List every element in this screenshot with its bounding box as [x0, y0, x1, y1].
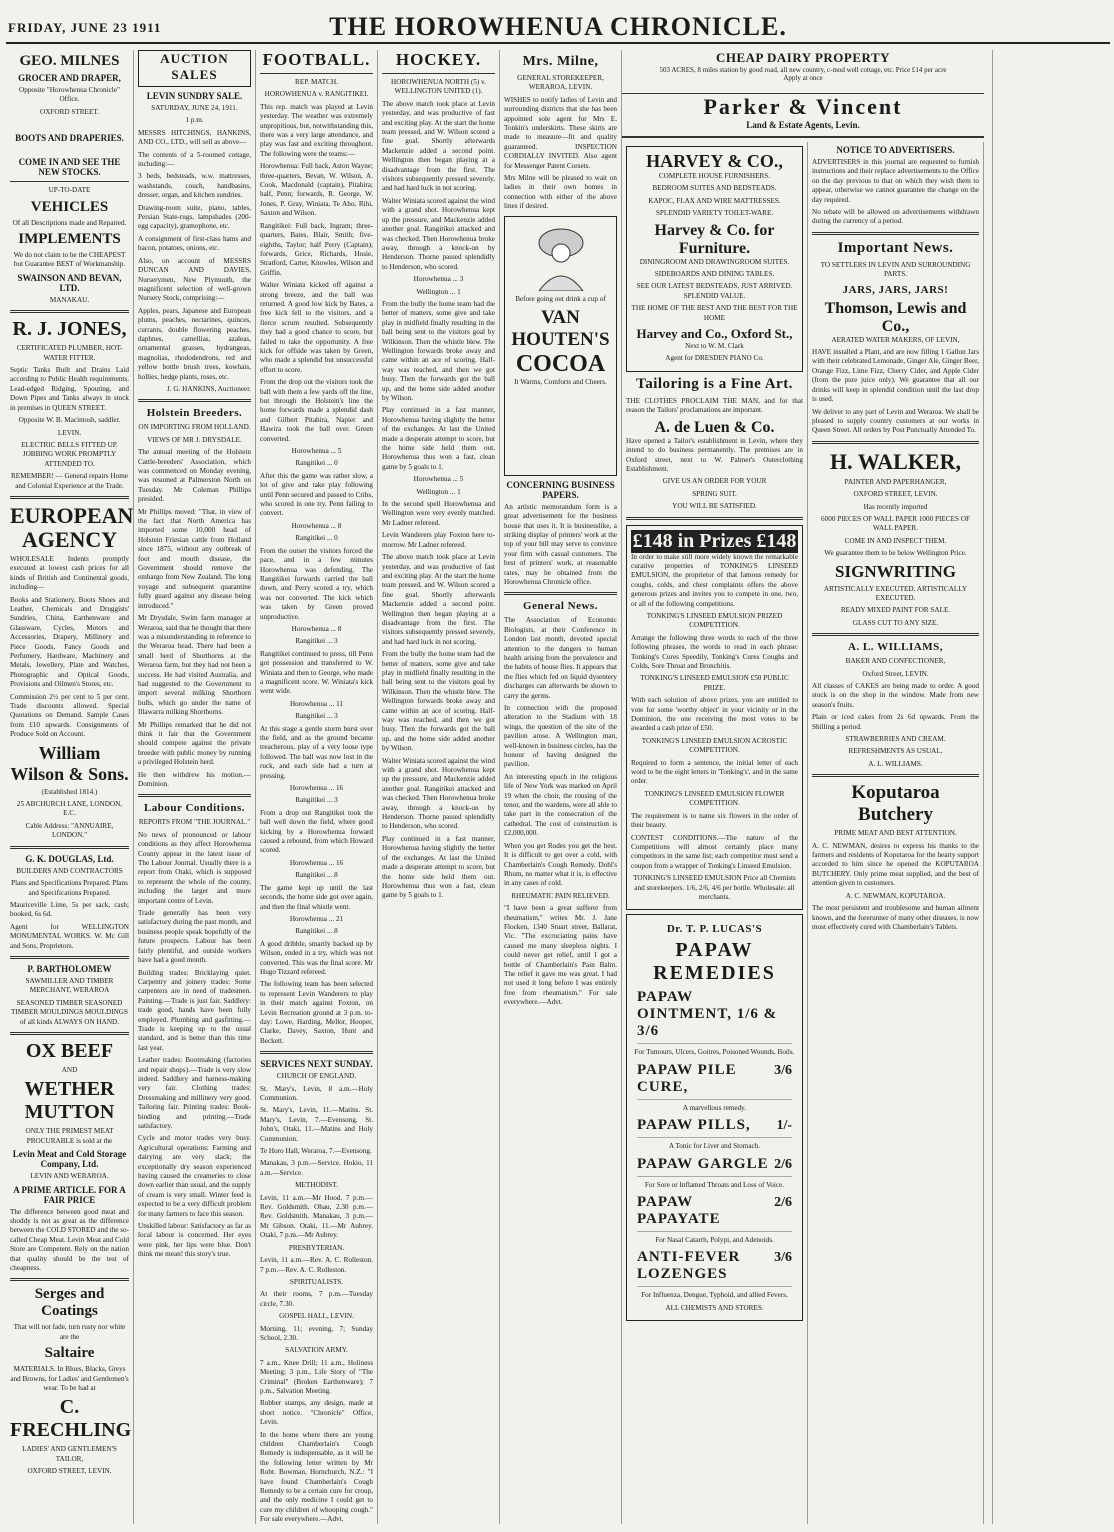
- football-paragraph: From the drop out the visitors took the ball with them a few yards off the line, but through the Holstein's line the home forwards made a splendid dash and Gilbert Pitahira, Napier and Hawira took the ball over. Green converted.: [260, 378, 373, 443]
- cocoa-word: COCOA: [515, 351, 606, 378]
- parker-vincent-sub: Land & Estate Agents, Levin.: [746, 120, 860, 130]
- hockey-paragraph: Walter Winiata scored against the wind with a grand shot. Horowhenua kept up the pressure, and Mackenzie added another goal. Rangitikei attacked and was checked. Then Horowhenua broke away, through a knock-on by Henderson. Thorne passed splendidly to Henderson, who scored.: [382, 196, 495, 271]
- general-news-paragraph: An interesting epoch in the religious life of New York was marked on April 19 when the choir, the rousing of the tenor, and the wardens, were all able to take part in the consecration of the cathedral. The cost of construction is £2,000,000.: [504, 772, 617, 838]
- service-line: St. Mary's, Levin, 8 a.m.—Holy Communion.: [260, 1084, 373, 1102]
- european-agency-heading: EUROPEAN AGENCY: [10, 502, 134, 552]
- score-line: Wellington ... 1: [416, 487, 461, 496]
- holstein-sub: ON IMPORTING FROM HOLLAND.: [138, 423, 251, 432]
- sale-paragraph: Drawing-room suite, piano, tables, Persian State-rugs, lampshades (200-egg capacity), gramophone, etc.: [138, 203, 251, 231]
- implements-heading: IMPLEMENTS: [18, 231, 121, 248]
- papaw-advert: [626, 914, 803, 1321]
- frechling-address: OXFORD STREET, LEVIN.: [27, 1467, 112, 1476]
- column-5: [500, 50, 622, 1524]
- prizes-heading: £148 in Prizes £148: [632, 529, 797, 552]
- papaw-doctor: Dr. T. P. LUCAS'S: [666, 923, 763, 936]
- prizes-comp-text: Required to form a sentence, the initial letter of each word to be the eight letters in 'Tonking's', and in the same order.: [631, 758, 798, 786]
- score-line: Horowhenua ... 8: [291, 521, 342, 530]
- vehicles-heading: VEHICLES: [30, 198, 109, 215]
- cocoa-tagline: Before going out drink a cup of: [515, 294, 606, 303]
- score-line: Rangitikei ... 3: [295, 637, 338, 646]
- walker-line: COME IN AND INSPECT THEM.: [844, 536, 947, 545]
- walker-line: 6000 PIECES OF WALL PAPER 1000 PIECES OF WALL PAPER.: [821, 514, 970, 533]
- vehicles-sub: Of all Descriptions made and Repaired.: [12, 218, 127, 227]
- harvey-line: KAPOC, FLAX AND WIRE MATTRESSES.: [648, 196, 781, 205]
- prizes-comp-text: With each solution of above prizes, you are entitled to vote for some 'worthy object' in your vicinity or in the Dominion, the one receiving the most votes to be awarded a cash prize of £50.: [631, 696, 798, 733]
- holstein-paragraph: Mr Phillips moved: "That, in view of the fact that North America has imported some 10,000 head of Holstein Friesian cattle from Holland since 1875, without any outbreak of foot and mouth disease, the Government should remove the embargo from New Zealand. The long voyage and subsequent quarantine fully guard against any disease being introduced.": [138, 507, 251, 610]
- tailoring-text: THE CLOTHES PROCLAIM THE MAN, and for that reason the Tailors' proclamations are important.: [626, 396, 803, 415]
- levin-meat-name: Levin Meat and Cold Storage Company, Ltd.: [12, 1149, 127, 1170]
- papaw-item-desc: For Tumours, Ulcers, Goitres, Poisoned Wounds, Boils.: [634, 1048, 795, 1057]
- column-1: [6, 50, 134, 1524]
- lady-illustration-icon: [511, 221, 611, 291]
- football-paragraph: The game kept up until the last seconds, the home side got over again, and then the final whistle went.: [260, 883, 373, 911]
- score-line: Rangitikei ... 0: [295, 459, 338, 468]
- implements-text: We do not claim to be the CHEAPEST but Guarantee BEST of Workmanship.: [13, 251, 126, 269]
- newspaper-page: [6, 4, 1110, 1528]
- thomson-lewis-name: Thomson, Lewis and Co.,: [824, 299, 967, 335]
- williams-line: REFRESHMENTS AS USUAL.: [848, 747, 943, 756]
- harvey-big: Harvey & Co. for Furniture.: [654, 221, 775, 257]
- score-line: Rangitikei ... 3: [295, 712, 338, 721]
- wether-mutton-heading: WETHER MUTTON: [24, 1078, 115, 1124]
- harvey-line: BEDROOM SUITES AND BEDSTEADS.: [652, 184, 777, 193]
- prizes-comp: TONKING'S LINSEED EMULSION ACROSTIC COMPETITION.: [641, 736, 788, 755]
- hockey-paragraph: In the second spell Horowhenua and Wellington were very evenly matched. Mr Ladner refereed.: [382, 500, 495, 527]
- score-line: Wellington ... 1: [416, 287, 461, 296]
- football-paragraph: The following team has been selected to represent Levin Wanderers to play in their match against Foxton, on Levin Recreation ground at 3 p.m. to-day: Lowe, Harding, Mellor, Hooper, Clarke, Davey, Saxton, Hunt and Beckett.: [260, 980, 373, 1045]
- football-paragraph: This rep. match was played at Levin yesterday. The weather was extremely unpropitious, but, notwithstanding this, there was a very large attendance, and play was fast and exciting throughout. The following were the teams:—: [260, 102, 374, 158]
- frechling-name: C. FRECHLING: [10, 1396, 132, 1442]
- sale-signature: J. G. HANKINS, Auctioneer.: [166, 384, 251, 393]
- general-news-paragraph: The Association of Economic Biologists, at their Conference in London last month, devoted special attention to the dangers to human health arising from the prevalence and the habits of house flies. It appears that the flies which fed on liquid dysentery discharges can afterwards be shown to carry the germs.: [504, 616, 617, 700]
- score-line: Horowhenua ... 21: [289, 914, 344, 923]
- gospel-heading: GOSPEL HALL, LEVIN.: [279, 1312, 354, 1321]
- labour-paragraph: Building trades: Bricklaying quiet. Carpentry and joinery trades: Some carpenters are in need of tradesmen. Painting.—Trade is just fair. Saddlery: trade good, hands have been fully employed. Plumbing and gasfitting.—Trade is keeping up to the usual standard, and is better than this time last year.: [138, 968, 251, 1052]
- service-line: Levin, 11 a.m.—Rev. A. C. Rolleston. 7 p.m.—Rev. A. C. Rolleston.: [260, 1256, 373, 1274]
- koputaroa-sign: A. C. NEWMAN, KOPUTAROA.: [845, 891, 946, 900]
- milnes-trade: GROCER AND DRAPER,: [18, 73, 121, 83]
- important-news-heading: Important News.: [837, 239, 954, 256]
- tailoring-give: GIVE US AN ORDER FOR YOUR: [662, 477, 767, 486]
- ox-beef-heading: OX BEEF: [25, 1039, 114, 1062]
- score-line: Horowhenua ... 16: [289, 784, 344, 793]
- milne-sub: GENERAL STOREKEEPER, WERAROA, LEVIN.: [517, 74, 604, 92]
- walker-line: Has recently imported: [863, 502, 928, 511]
- general-news-paragraph: In connection with the proposed alteration to the Stadium with 18 wings, the question of the site of the pavilion arose. A Wellington man, well-known in business circles, has the honour of having designed the pavilion.: [504, 704, 617, 769]
- harvey-name-2: Harvey and Co., Oxford St.,: [636, 326, 793, 342]
- football-paragraph: At this stage a gentle storm burst over the field, and as the ground became treacherous, play of a very loose type followed. The ball was now lost in the ruck, and each side had a turn at pressing.: [260, 724, 373, 780]
- saltaire-text: MATERIALS. In Blues, Blacks, Greys and Browns, for Ladies' and Gentlemen's wear. To be had at: [10, 1365, 129, 1393]
- chamberlain-ad: In the home where there are young children Chamberlain's Cough Remedy is indispensable, as it will be the following letter written by Mr Robt. Bowman, Hornchurch, N.Z.: "I have found Chamberlain's Cough Remedy to be a certain cure for croup, and the only medicine I could get to cure my children of whooping cough." For sale everywhere.—Advt.: [260, 1430, 373, 1524]
- hockey-paragraph: The above match took place at Levin yesterday, and was productive of fast and exciting play. At the start the home team pressed, and W. Wilson scored a fine goal. Shortly afterwards Mackenzie added a second point. Wellington then began playing at a disadvantage from the first. The visitors subsequently pressed severely, and had hard luck in not scoring.: [382, 99, 495, 193]
- sale-date: SATURDAY, JUNE 24, 1911.: [151, 104, 238, 112]
- milnes-street: OXFORD STREET.: [40, 107, 99, 116]
- sale-paragraph: Apples, pears, Japanese and European plums, peaches, nectarines, quinces, currants, double flowering peaches, daphnes, camellias, azaleas, ornamental grasses, hydrangeas, magnolias, rhododendrons, red and yellow bottle brush trees, kowhais, hollies, hedge plants, roses, etc.: [138, 306, 251, 381]
- score-line: Rangitikei ... 8: [295, 927, 338, 936]
- jones-address: Opposite W. B. Macintosh, saddler.: [18, 416, 121, 425]
- labour-paragraph: Unskilled labour: Satisfactory as far as local labour is concerned. Her eyes were pink, her lips were blue. Don't think me mean! this story's true.: [138, 1222, 251, 1259]
- tailoring-heading: Tailoring is a Fine Art.: [636, 375, 793, 392]
- walker-address: OXFORD STREET, LEVIN.: [853, 490, 938, 499]
- harvey-line: THE HOME OF THE BEST AND THE BEST FOR THE HOME: [631, 304, 798, 322]
- business-papers-text: An artistic memorandum form is a great advertisement for the business house that uses it. It is businesslike, a striking display of printers' work at the top of your bill may serve to convince your firm with casual customers. The best of printers' work, at reasonable rates, may be obtained from the Horowhenua Chronicle office.: [504, 502, 617, 586]
- prizes-footer: TONKING'S LINSEED EMULSION Price all Chemists and storekeepers. 1/6, 2/6, 4/6 per bottle. Wholesale: all merchants.: [633, 874, 796, 901]
- important-news-sub: TO SETTLERS IN LEVIN AND SURROUNDING PARTS.: [820, 260, 971, 279]
- business-papers-heading: CONCERNING BUSINESS PAPERS.: [506, 479, 615, 500]
- thomson-lewis-sub: AERATED WATER MAKERS, OF LEVIN,: [831, 335, 960, 344]
- walker-line: We guarantee them to be below Wellington Price.: [824, 549, 967, 558]
- column-4: [378, 50, 500, 1524]
- harvey-agent: Agent for DRESDEN PIANO Co.: [665, 354, 764, 363]
- prizes-comp-text: The requirement is to name six flowers in the order of their beauty.: [631, 811, 798, 830]
- column-7: [808, 142, 984, 1524]
- parker-vincent-name: Parker & Vincent: [703, 94, 903, 119]
- tailoring-spring: SPRING SUIT.: [692, 489, 737, 498]
- sale-paragraph: Also, on account of MESSRS DUNCAN AND DAVIES, Nurserymen, New Plymouth, the magnificent selection of well-grown Nursery Stock, comprising:—: [138, 256, 251, 303]
- papaw-item: PAPAW PILLS, 1/-: [637, 1117, 792, 1138]
- tailor-name: A. de Luen & Co.: [654, 418, 775, 436]
- european-agency-list: Books and Stationery, Boots Shoes and Leather, Chemicals and Druggists' Sundries, China, Earthenware and Glassware, Cycles, Motors and Accessories, Drapery, Millinery and Piece Goods, Fancy Goods and Perfumery, Hardware, Machinery and Metals, Jewellery, Plate and Watches, Photographic and Optical Goods, Provisions and Oilmen's Stores, etc.: [10, 595, 129, 689]
- walker-line: GLASS CUT TO ANY SIZE.: [852, 618, 939, 627]
- notice-heading: NOTICE TO ADVERTISERS.: [836, 145, 955, 155]
- papaw-item: PAPAW PILE CURE, 3/6: [637, 1062, 792, 1100]
- rep-match: REP. MATCH.: [295, 78, 338, 86]
- rubber-stamps-note: Rubber stamps, any design, made at short notice. "Chronicle" Office, Levin.: [260, 1399, 373, 1427]
- general-news-heading: General News.: [523, 600, 598, 613]
- hockey-paragraph: Walter Winiata scored against the wind with a grand shot. Horowhenua kept up the pressure, and Mackenzie added another goal. Rangitikei attacked and was checked. Then Horowhenua broke away, through a knock-on by Henderson. Thorne passed splendidly to Henderson, who scored.: [382, 756, 495, 831]
- sale-time: 1 p.m.: [185, 116, 204, 125]
- hockey-title: HOROWHENUA NORTH (5) v. WELLINGTON UNITED (1).: [391, 78, 486, 96]
- papaw-item-desc: For Influenza, Dengue, Typhoid, and allied Fevers.: [641, 1291, 788, 1300]
- sale-intro: MESSRS HITCHINGS, HANKINS, AND CO., LTD., will sell as above—: [138, 128, 251, 147]
- swainson-name: SWAINSON AND BEVAN, LTD.: [17, 272, 122, 293]
- church-heading: CHURCH OF ENGLAND.: [276, 1072, 357, 1081]
- score-line: Rangitikei ... 8: [295, 871, 338, 880]
- service-line: Morning, 11; evening, 7; Sunday School, 2.30.: [260, 1324, 373, 1342]
- masthead: [6, 4, 1110, 44]
- score-line: Horowhenua ... 5: [413, 475, 464, 484]
- papaw-item: PAPAW PAPAYATE 2/6: [637, 1194, 792, 1232]
- milne-paragraph: Mrs Milne will be pleased to wait on ladies in their own homes in connection with either of the above lines if desired.: [504, 174, 617, 211]
- serges-heading: Serges and Coatings: [34, 1286, 105, 1320]
- football-paragraph: From a drop out Rangitikei took the ball well down the field, where good kicking by a Horowhenua forward caused a rebound, from which Howard scored.: [260, 808, 373, 855]
- come-heading: COME IN AND SEE THE NEW STOCKS.: [18, 157, 121, 178]
- hockey-paragraph: From the bully the home team had the better of matters, some give and take play in midfield finally resulting in the ball being sent to the visitors goal by Wilkinson. Then the whistle blew. The Wellington forwards broke away and came within an ace of scoring. Half-way was reached, and then we got busy. Then the forwards got the ball up, and the home side added another by Wilson.: [382, 299, 495, 402]
- rep-match-title: HOROWHENUA v. RANGITIKEI.: [264, 90, 369, 99]
- walker-sub: PAINTER AND PAPERHANGER,: [844, 477, 947, 486]
- jones-electric: ELECTRIC BELLS FITTED UP. JOBBING WORK PROMPTLY ATTENDED TO.: [21, 440, 118, 468]
- rheumatic-text: "I have been a great sufferer from rheumatism," writes Mr. J. Jane Flocken, 1340 Stuart street, Ballarat, Vic. "The excruciating pains have caused me many sleepless nights. I could never get relief, until I got a bottle of Chamberlain's Pain Balm. The relief it gave me was great. I had not used it long before I was entirely free from rheumatism." For sale everywhere.—Advt.: [504, 904, 617, 1007]
- holstein-paragraph: He then withdrew his motion.—Dominion.: [138, 770, 251, 788]
- wilson-name: William Wilson & Sons.: [10, 742, 129, 784]
- milnes-name: GEO. MILNES: [19, 53, 120, 69]
- dairy-apply: Apply at once: [783, 74, 823, 82]
- papaw-item-desc: For Sore or Inflamed Throats and Loss of Voice.: [644, 1180, 785, 1189]
- ox-text: ONLY THE PRIMEST MEAT PROCURABLE is sold at the: [25, 1127, 114, 1145]
- koputaroa-text: The most persistent and troublesome and human ailment known, and the forerunner of many other diseases, is now most effectively cured with Chamberlain's Tablets.: [812, 904, 979, 931]
- wilson-est: (Established 1814.): [41, 787, 98, 796]
- harvey-line: DININGROOM AND DRAWINGROOM SUITES.: [639, 257, 790, 266]
- service-line: 7 a.m., Knee Drill; 11 a.m., Holiness Meeting; 3 p.m., Life Story of "The Criminal" (Broken Earthenware); 7 p.m., Salvation Meeting.: [260, 1358, 373, 1395]
- papaw-item-desc: A marvellous remedy.: [682, 1103, 747, 1112]
- column-3: [256, 50, 378, 1524]
- football-paragraph: After this the game was rather slow, a lot of give and take play following until Penn secured and passed to Cribs, who scored in one try. Penn failing to convert.: [260, 471, 373, 518]
- papaw-item: ANTI-FEVER LOZENGES 3/6: [637, 1249, 792, 1287]
- frechling-sub: LADIES' AND GENTLEMEN'S TAILOR,: [22, 1445, 117, 1463]
- jars-heading: JARS, JARS, JARS!: [842, 283, 949, 296]
- walker-name: H. WALKER,: [829, 448, 961, 474]
- parker-vincent-advert: [622, 94, 984, 138]
- score-line: Horowhenua ... 5: [291, 447, 342, 456]
- koputaroa-text: A. C. NEWMAN, desires to express his thanks to the farmers and residents of Koputaroa for the hearty support accorded to him since he opened the KOPUTAROA BUTCHERY. Only prime meat supplied, and the best of attention given to customers.: [812, 841, 979, 888]
- labour-heading: Labour Conditions.: [143, 802, 246, 815]
- bartholomew-text: SEASONED TIMBER SEASONED TIMBER MOULDINGS MOULDINGS of all kinds ALWAYS ON HAND.: [11, 998, 128, 1026]
- williams-line: STRAWBERRIES AND CREAM.: [845, 735, 946, 744]
- thomson-lewis-text: HAVE installed a Plant, and are now filling 1 Gallon Jars with their celebrated Lemonade, Ginger Ale, Ginger Beer, Orange Fizz, Lime Fizz, Cherry Cider, and Apple Cider (from the pure juice only). We guarantee that all our drinks will keep in splendid condition until the last drop is used.: [812, 348, 979, 404]
- services-heading: SERVICES NEXT SUNDAY.: [260, 1059, 373, 1070]
- prime-text: The difference between good meat and shoddy is not as great as the difference between the COLD STORED and the so-called Cheap Meat. Levin Meat and Cold Store are Competent. Rely on the nation that quality should be the test of cheapness.: [10, 1207, 129, 1273]
- papaw-footer: ALL CHEMISTS AND STORES.: [665, 1303, 764, 1312]
- koputaroa-heading: Koputaroa Butchery: [851, 782, 940, 826]
- prizes-comp: TONKING'S LINSEED EMULSION £50 PUBLIC PRIZE.: [640, 674, 789, 692]
- holstein-paragraph: The annual meeting of the Holstein Cattle-breeders' Association, which was commenced on Monday evening, was resumed at Palmerston North on Tuesday. Mr Coleman Phillips presided.: [138, 448, 251, 504]
- rheumatic-heading: RHEUMATIC PAIN RELIEVED.: [511, 891, 610, 900]
- general-news-paragraph: When you get Rodes you get the best. It is difficult to get over a cold, with Chamberlain's Cough Remedy. Dohl's Rhum, no matter what it is, is effective in any cases of cold.: [504, 841, 617, 888]
- holstein-paragraph: Mr Drysdale, Swim farm manager at Weraroa, said that he thought that there was a misunderstanding in reference to the Weraroa head. There had been a small herd of Shorthorns at the Weraroa farm, but they had not been a success. He had visited Australia, and had suggested to the Government to import several milking Shorthorn bulls, which go under the name of Illawarra milking Shorthorns.: [138, 614, 251, 717]
- levin-meat-location: LEVIN AND WERAROA.: [30, 1172, 109, 1181]
- milnes-address: Opposite "Horowhenua Chronicle" Office.: [19, 86, 120, 104]
- score-line: Rangitikei ... 3: [295, 796, 338, 805]
- sale-paragraph: A consignment of first-class hams and bacon, potatoes, onions, etc.: [138, 234, 251, 253]
- presbyterian-heading: PRESBYTERIAN.: [288, 1243, 345, 1252]
- european-agency-text: WHOLESALE Indents promptly executed at lowest cash prices for all kinds of British and Continental goods, including—: [10, 554, 129, 592]
- sale-paragraph: 3 beds, bedsteads, w.w. mattresses, washstands, couch, handbasins, dresser, organ, and kitchen sundries.: [138, 172, 251, 200]
- service-line: St. Mary's, Levin, 11.—Matins. St. Mary's, Levin, 7.—Evensong. St. John's, Otaki, 11.—Matins and Holy Communion.: [260, 1106, 373, 1143]
- signwriting-heading: SIGNWRITING: [835, 561, 956, 581]
- football-paragraph: Walter Winiata kicked off against a strong breeze, and the ball was returned. A good low kick by Bates, a free kick fell to the visitors, and a fierce scrum resulted. Subsequently they had a good chance to score, but failed to take the opportunity. A free kick for offside was taken by Green, who made a splendid but unsuccessful effort to score.: [260, 281, 373, 374]
- sale-paragraph: The contents of a 5-roomed cottage, including:—: [138, 150, 251, 169]
- ox-and: AND: [61, 1065, 78, 1074]
- prizes-comp-text: Arrange the following three words to each of the three following phrases, the words to read in each phrase: Tonking's Cures Speedily, Tonking's Cures Coughs and Colds, Sore Throat and Bronchitis.: [631, 633, 798, 670]
- bartholomew-sub: SAWMILLER AND TIMBER MERCHANT, WERAROA: [25, 976, 114, 995]
- williams-name: A. L. WILLIAMS,: [847, 641, 943, 654]
- football-heading: FOOTBALL.: [260, 50, 373, 74]
- douglas-text: Plans and Specifications Prepared. Plans and Specifications Prepared.: [11, 879, 128, 897]
- williams-address: Oxford Street, LEVIN.: [862, 669, 929, 678]
- notice-text: ADVERTISERS in this journal are requested to furnish instructions and their replace advertisements to the Office on the day previous to that on which they wish them to appear, otherwise we cannot guarantee the change on the day required.: [812, 158, 979, 204]
- sale-title: LEVIN SUNDRY SALE.: [146, 91, 243, 101]
- score-line: Horowhenua ... 16: [289, 858, 344, 867]
- harvey-line: SIDEBOARDS AND DINING TABLES.: [654, 270, 775, 279]
- boots-heading: BOOTS AND DRAPERIES.: [15, 133, 124, 144]
- labour-sub: REPORTS FROM "THE JOURNAL.": [138, 818, 251, 827]
- harvey-line: SPLENDID VARIETY TOILET-WARE.: [655, 209, 774, 218]
- hockey-heading: HOCKEY.: [382, 50, 495, 74]
- score-line: Rangitikei ... 0: [295, 534, 338, 543]
- papaw-item-desc: A Tonic for Liver and Stomach.: [668, 1142, 761, 1151]
- papaw-item: PAPAW GARGLE 2/6: [637, 1156, 792, 1177]
- harvey-name: HARVEY & CO.,: [646, 151, 783, 171]
- harvey-next: Next to W. M. Clark: [685, 342, 744, 351]
- hockey-paragraph: The above match took place at Levin yesterday, and was productive of fast and exciting play. At the start the home team pressed, and W. Wilson scored a fine goal. Shortly afterwards Mackenzie added a second point. Wellington then began playing at a disadvantage from the first. The visitors subsequently pressed severely, and had hard luck in not scoring.: [382, 553, 495, 646]
- issue-date: FRIDAY, JUNE 23 1911: [8, 20, 162, 35]
- holstein-views: VIEWS OF MR J. DRYSDALE.: [147, 435, 242, 444]
- cocoa-brand: VAN HOUTEN'S: [511, 307, 610, 351]
- hockey-paragraph: Levin Wanderers play Foxton here to-morrow. Mr Ladner refereed.: [382, 531, 495, 549]
- labour-paragraph: Trade generally has been very satisfactory during the past month, and business people speak hopefully of the future prospects. Labour has been fairly plentiful, and outside workers have had a good month.: [138, 909, 251, 965]
- harvey-line: SEE OUR LATEST BEDSTEADS, JUST ARRIVED. SPLENDID VALUE.: [636, 282, 793, 300]
- service-line: Levin, 11 a.m.—Mr Hood. 7 p.m.—Rev. Goldsmith. Ohau, 2.30 p.m.—Rev. Goldsmith. Manakau, 3 p.m.—Mr Gibson. Otaki, 11.—Mr Aubrey. Otaki, 7 p.m.—Mr Aubrey.: [260, 1193, 373, 1240]
- service-line: Te Horo Hall, Weraroa, 7.—Evensong.: [260, 1147, 372, 1156]
- wilson-cable: Cable Address: "ANNUAIRE, LONDON.": [25, 821, 114, 840]
- papaw-heading: PAPAW REMEDIES: [653, 939, 776, 985]
- spiritualists-heading: SPIRITUALISTS.: [289, 1277, 344, 1286]
- prizes-conditions: CONTEST CONDITIONS.—The nature of the Competitions will almost certainly place many competitors in the same list; each competitor must send a coupon from a wrapper of Tonking's Linseed Emulsion.: [631, 833, 798, 870]
- vehicles-pre: UP-TO-DATE: [48, 186, 91, 195]
- koputaroa-sub: PRIME MEAT AND BEST ATTENTION.: [834, 829, 957, 838]
- tailoring-satisfied: YOU WILL BE SATISFIED.: [672, 502, 757, 511]
- labour-paragraph: Cycle and motor trades very busy. Agricultural operations: Farming and dairying are very slack; the exceptionally dry season experienced having caused the creameries to close down earlier than usual, and the supply of cream is very small. Winter feed is expected to be a very difficult problem for many farmers to face this season.: [138, 1134, 251, 1218]
- jones-title: CERTIFICATED PLUMBER, HOT-WATER FITTER.: [16, 344, 123, 362]
- hockey-paragraph: From the bully the home team had the better of matters, some give and take play in midfield finally resulting in the ball being sent to the visitors goal by Wilkinson. Then the whistle blew. The Wellington forwards broke away and came within an ace of scoring. Half-way was reached, and then we got busy. Then the forwards got the ball up, and the home side added another by Wilson.: [382, 650, 495, 753]
- williams-sign: A. L. WILLIAMS.: [868, 759, 923, 768]
- labour-paragraph: Leather trades: Bootmaking (factories and repair shops).—Trade is very slow indeed. Saddlery and harness-making very fair. Clothing trades: Dressmaking and millinery very good. Tailoring fair. Printing trades: Book-binding and printing.—Trade satisfactory.: [138, 1056, 251, 1130]
- football-paragraph: From the outset the visitors forced the pace, and in a few minutes Horowhenua was defending. The Rangitikei forwards carried the ball down, and Perry scored a try, which was not converted. The kick which was taken by Green proved unproductive.: [260, 546, 373, 621]
- prizes-comp: TONKING'S LINSEED EMULSION FLOWER COMPETITION.: [644, 789, 785, 808]
- dairy-heading: CHEAP DAIRY PROPERTY: [716, 50, 890, 65]
- thomson-lewis-text: We deliver to any part of Levin and Weraroa. We shall be pleased to supply country customers at our works in Queen Street. All orders by Post Punctually Attended To.: [812, 407, 979, 435]
- walker-line: ARTISTICALLY EXECUTED. ARTISTICALLY EXECUTED.: [823, 584, 968, 602]
- williams-text: Plain or iced cakes from 2s 6d upwards. From the Shilling a period.: [812, 713, 979, 731]
- douglas-name: G. K. DOUGLAS, Ltd.: [25, 853, 114, 864]
- score-line: Horowhenua ... 8: [291, 624, 342, 633]
- labour-paragraph: No news of pronounced or labour conditions as they affect Horowhenua County appear in the latest issue of The Labour Journal. Usually there is a report from Otaki, which is supposed to represent the whole of the county, including the larger and more important centre of Levin.: [138, 830, 251, 905]
- jones-town: LEVIN.: [57, 428, 82, 437]
- dairy-property-advert: [622, 50, 984, 94]
- column-2: [134, 50, 256, 1524]
- papaw-item: PAPAW OINTMENT, 1/6 & 3/6: [637, 989, 792, 1044]
- harvey-sub: COMPLETE HOUSE FURNISHERS.: [658, 172, 771, 180]
- williams-text: All classes of CAKES are being made to order. A good stock is on the shop in the window. Made from new season's fruits.: [812, 682, 979, 709]
- milne-name: Mrs. Milne,: [522, 54, 599, 69]
- douglas-sub: BUILDERS AND CONTRACTORS: [16, 866, 123, 875]
- newspaper-title: THE HOROWHENUA CHRONICLE.: [329, 12, 787, 41]
- saltaire-heading: Saltaire: [44, 1345, 95, 1362]
- holstein-paragraph: Mr Phillips remarked that he did not think it fair that the Government should compete against the private breeder with public money by running a privileged Holstein herd.: [138, 720, 251, 767]
- serges-text: That will not fade, turn rusty nor white are the: [13, 1323, 126, 1341]
- holstein-heading: Holstein Breeders.: [146, 407, 243, 420]
- douglas-lime: Mauriceville Lime, 5s per sack, cash; booked, 6s 6d.: [10, 900, 129, 919]
- prizes-advert: [626, 525, 803, 911]
- walker-line: READY MIXED PAINT FOR SALE.: [840, 606, 951, 615]
- harvey-advert: [626, 146, 803, 372]
- swainson-location: MANAKAU.: [49, 295, 90, 304]
- methodist-heading: METHODIST.: [295, 1181, 338, 1190]
- score-line: Horowhenua ... 3: [413, 275, 464, 284]
- wilson-address: 25 ABCHURCH LANE, LONDON, E.C.: [16, 800, 123, 818]
- prizes-comp: TONKING'S LINSEED EMULSION PRIZED COMPETITION.: [646, 611, 783, 630]
- papaw-item-desc: For Nasal Catarrh, Polypi, and Adenoids.: [655, 1235, 774, 1244]
- hockey-paragraph: Play continued in a fast manner, Horowhenua having slightly the better of the exchanges. At last the United made a desperate attempt to score, but the home side held them out. Horowhenua thus won a fast, clean game by 5 goals to 1.: [382, 406, 495, 471]
- jones-name: R. J. JONES,: [12, 318, 127, 341]
- cocoa-advert: [504, 216, 617, 476]
- score-line: Horowhenua ... 11: [289, 699, 344, 708]
- salvation-heading: SALVATION ARMY.: [285, 1346, 348, 1355]
- service-line: At their rooms, 7 p.m.—Tuesday circle, 7.30.: [260, 1290, 373, 1308]
- football-paragraph: Rangitikei continued to press, till Penn got possession and transferred to W. Winiata and then to George, who made a magnificent score. W. Winiata's kick went wide.: [260, 649, 373, 696]
- european-agency-commission: Commission 2½ per cent to 5 per cent. Trade discounts allowed. Special Quotations on Demand. Sample Cases from £10 upwards. Consignments of Produce Sold on Account.: [10, 692, 129, 739]
- jones-text: Septic Tanks Built and Drains Laid according to Public Health requirements. Lead-edged Ridging, Spouting, and Down Pipes and Tanks always in stock in premises in QUEEN STREET.: [10, 366, 129, 412]
- tailoring-text: Have opened a Tailor's establishment in Levin, where they intend to do business permanently. The premises are in Oxford street, next to W. Palmer's Outerclothing Establishment.: [626, 436, 803, 473]
- milne-paragraph: WISHES to notify ladies of Levin and surrounding districts that she has been appointed sole agent for Mrs E. Tonkin's underskirts. These skirts are made to measure—fit and quality guaranteed. INSPECTION CORDIALLY INVITED. Also agent for Messenger Patent Corsets.: [504, 95, 617, 170]
- football-paragraph: Rangitikei: Full back, Ingram; three-quarters, Bates, Blair, Smith; five-eighths, Taylor; half Perry (Captain); forwards, Grice, Richards, Hosie, Stratford, Carter, Knowles, Wilson and Griffin.: [260, 221, 373, 277]
- prime-heading: A PRIME ARTICLE. FOR A FAIR PRICE: [13, 1184, 126, 1205]
- service-line: Manakau, 3 p.m.—Service. Hokio, 11 a.m.—Service.: [260, 1159, 373, 1177]
- auction-sales-heading: AUCTION SALES: [138, 50, 251, 87]
- prizes-intro: In order to make still more widely known the remarkable curative properties of TONKING'S LINSEED EMULSION, the proprietor of that famous remedy for coughs, colds, and chest complaints offers the above generous prizes and invites you to compete in one, two, or all of the following competitions.: [631, 552, 798, 608]
- football-paragraph: Horowhenua: Full back, Aston Wayne; three-quarters, Bevan, W. Wilson, A. Cook, Macdonald (captain), Pitahira; half, Penn; forwards, R. George, W. Jones, P. Gray, Winiata, Te Aho, Rihi, Saxton and Wilson.: [260, 162, 373, 218]
- football-paragraph: A good dribble, smartly backed up by Wilson, ended in a try, which was not converted. This was the final score. Mr Hugo Tizzard refereed.: [260, 939, 373, 976]
- dairy-acres: 503 ACRES, 8 miles station by good road, all new country, c-mod well cottage, etc. Price £14 per acre: [659, 66, 947, 74]
- douglas-agent: Agent for WELLINGTON MONUMENTAL WORKS. W. Mc Gill and Sons, Proprietors.: [10, 922, 129, 950]
- hockey-paragraph: Play continued in a fast manner, Horowhenua having slightly the better of the exchanges. At last the United made a desperate attempt to score, but the home side held them out. Horowhenua thus won a fast, clean game by 5 goals to 1.: [382, 834, 495, 900]
- column-6: [622, 142, 808, 1524]
- williams-sub: BAKER AND CONFECTIONER,: [845, 657, 946, 666]
- cocoa-sub: It Warms, Comforts and Cheers.: [514, 378, 607, 387]
- bartholomew-name: P. BARTHOLOMEW: [27, 963, 112, 974]
- notice-text: No rebate will be allowed on advertisements withdrawn during the currency of a period.: [812, 208, 979, 226]
- jones-remember: REMEMBER! — General repairs Home and Colonial Experience at the Trade.: [11, 472, 128, 490]
